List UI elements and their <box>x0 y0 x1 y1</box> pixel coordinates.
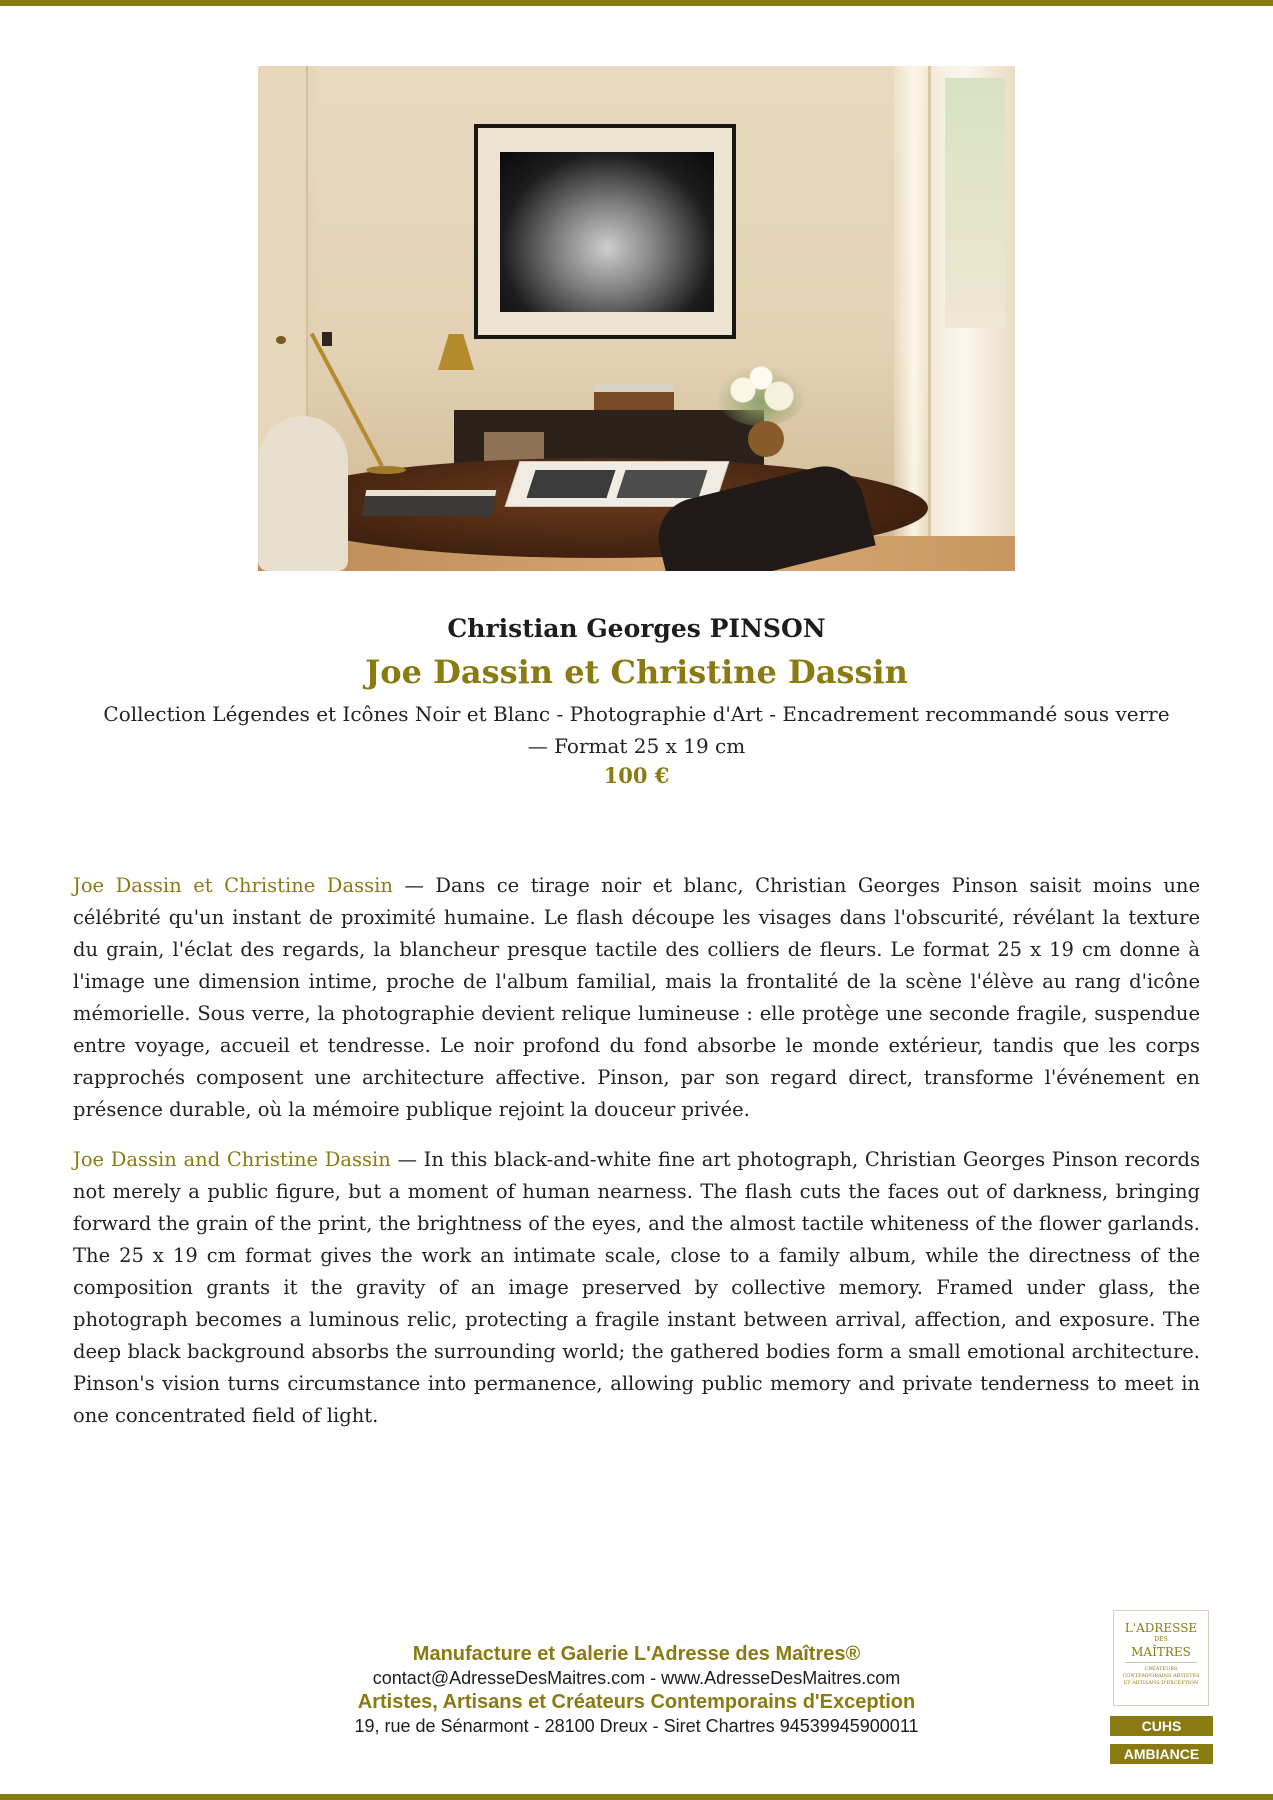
door-knob <box>276 336 286 344</box>
desk-lamp-shade <box>438 334 474 370</box>
footer-tagline: Artistes, Artisans et Créateurs Contemporains d'Exception <box>357 1691 916 1713</box>
logo-line-1: L'ADRESSE <box>1124 1621 1198 1635</box>
logo-line-3: MAÎTRES <box>1131 1645 1191 1659</box>
artwork-room-image <box>258 66 1015 571</box>
description-english <box>73 1144 1200 1432</box>
top-accent-bar <box>0 0 1273 6</box>
artist-name: Christian Georges PINSON <box>447 614 826 643</box>
description-french-text: — Dans ce tirage noir et blanc, Christian Georges Pinson saisit moins une célébrité qu'un instant de proximité humaine. Le flash découpe les visages dans l'obscurité, révélant la texture du grain, l'éclat des regards, la blancheur presque tactile des colliers de fleurs. Le format 25 x 19 cm donne à l'image une dimension intime, proche de l'album familial, mais la frontalité de la scène l'élève au rang d'icône mémorielle. Sous verre, la photographie devient relique lumineuse : elle protège une seconde fragile, suspendue entre voyage, accueil et tendresse. Le noir profond du fond absorbe le monde extérieur, tandis que les corps rapprochés composent une architecture affective. Pinson, par son regard direct, transforme l'événement en présence durable, où la mémoire publique rejoint la douceur privée. <box>73 874 1201 1121</box>
book-left-page <box>526 470 615 498</box>
light-switch <box>322 332 332 346</box>
artwork-description <box>73 870 1200 1450</box>
book-right-page <box>616 470 707 498</box>
vase <box>748 421 784 457</box>
armchair <box>258 416 348 571</box>
logo-rule <box>1125 1662 1197 1663</box>
footer-contact[interactable]: contact@AdresseDesMaitres.com - www.AdresseDesMaitres.com <box>372 1668 901 1688</box>
badge-cuhs: CUHS <box>1110 1716 1213 1736</box>
footer <box>280 1642 993 1738</box>
logo-line-2: DES <box>1154 1636 1168 1643</box>
footer-company: Manufacture et Galerie L'Adresse des Maîtres® <box>412 1643 861 1665</box>
flower-bouquet <box>716 366 806 426</box>
turntable <box>594 384 674 410</box>
artwork-price: 100 € <box>603 763 670 788</box>
artwork-header <box>0 612 1273 790</box>
closed-book <box>362 490 497 516</box>
black-and-white-photo <box>500 152 714 312</box>
book-shelf <box>484 432 544 462</box>
logo-line-4: CRÉATEURS CONTEMPORAINS ARTISTES ET ARTISANS D'EXCEPTION <box>1122 1666 1200 1686</box>
badge-ambiance: AMBIANCE <box>1110 1744 1213 1764</box>
footer-address: 19, rue de Sénarmont - 28100 Dreux - Siret Chartres 94539945900011 <box>354 1716 919 1736</box>
artwork-subtitle: Collection Légendes et Icônes Noir et Blanc - Photographie d'Art - Encadrement recommandé sous verre — Format 25 x 19 cm <box>103 702 1170 758</box>
window <box>928 66 1015 536</box>
bottom-accent-bar <box>0 1794 1273 1800</box>
window-pane <box>945 78 1005 328</box>
framed-photograph <box>474 124 736 339</box>
artwork-title: Joe Dassin et Christine Dassin <box>365 653 908 691</box>
desk-lamp-base <box>366 466 406 474</box>
description-french <box>73 870 1200 1126</box>
description-english-lead: Joe Dassin and Christine Dassin <box>73 1148 391 1171</box>
gallery-logo <box>1113 1610 1209 1706</box>
description-french-lead: Joe Dassin et Christine Dassin <box>73 874 393 897</box>
description-english-text: — In this black-and-white fine art photograph, Christian Georges Pinson records not merely a public figure, but a moment of human nearness. The flash cuts the faces out of darkness, bringing forward the grain of the print, the brightness of the eyes, and the almost tactile whiteness of the flower garlands. The 25 x 19 cm format gives the work an intimate scale, close to a family album, while the directness of the composition grants it the gravity of an image preserved by collective memory. Framed under glass, the photograph becomes a luminous relic, protecting a fragile instant between arrival, affection, and exposure. The deep black background absorbs the surrounding world; the gathered bodies form a small emotional architecture. Pinson's vision turns circumstance into permanence, allowing public memory and private tenderness to meet in one concentrated field of light. <box>73 1148 1200 1427</box>
